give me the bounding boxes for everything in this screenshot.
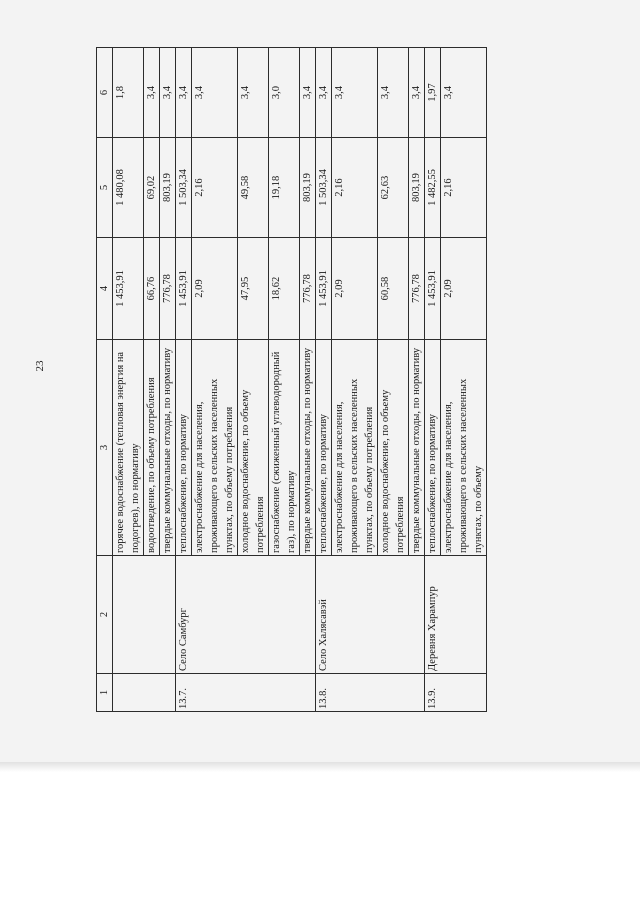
value-col-4: 1 453,91	[316, 238, 332, 340]
service-name: теплоснабжение, по нормативу	[425, 340, 441, 556]
value-col-6: 3,4	[316, 48, 332, 138]
service-name: горячее водоснабжение (тепловая энергия на подогрев), по нормативу	[113, 340, 144, 556]
tariff-table-rotated	[96, 48, 608, 712]
column-number: 4	[97, 238, 113, 340]
value-col-4: 776,78	[300, 238, 316, 340]
column-number: 5	[97, 138, 113, 238]
column-number: 6	[97, 48, 113, 138]
value-col-4: 2,09	[192, 238, 238, 340]
value-col-4: 1 453,91	[176, 238, 192, 340]
value-col-5: 803,19	[160, 138, 176, 238]
tariff-table	[96, 47, 487, 712]
service-name: теплоснабжение, по нормативу	[316, 340, 332, 556]
value-col-5: 19,18	[269, 138, 300, 238]
value-col-5: 2,16	[192, 138, 238, 238]
value-col-6: 3,4	[332, 48, 378, 138]
column-number: 3	[97, 340, 113, 556]
settlement-name	[113, 556, 176, 674]
value-col-6: 3,4	[300, 48, 316, 138]
service-name: холодное водоснабжение, по объему потребления	[238, 340, 269, 556]
value-col-4: 2,09	[441, 238, 487, 340]
value-col-6: 3,4	[176, 48, 192, 138]
table-row	[316, 48, 332, 712]
value-col-6: 3,4	[378, 48, 409, 138]
value-col-5: 69,02	[144, 138, 160, 238]
value-col-4: 1 453,91	[425, 238, 441, 340]
value-col-4: 47,95	[238, 238, 269, 340]
table-row	[113, 48, 144, 712]
settlement-name: Село Халясавэй	[316, 556, 425, 674]
settlement-number: 13.7.	[176, 674, 316, 712]
service-name: газоснабжение (сжиженный углеводородный газ), по нормативу	[269, 340, 300, 556]
scan-edge-shadow	[0, 762, 640, 772]
service-name: холодное водоснабжение, по объему потребления	[378, 340, 409, 556]
settlement-number: 13.8.	[316, 674, 425, 712]
value-col-5: 1 482,55	[425, 138, 441, 238]
value-col-5: 1 480,08	[113, 138, 144, 238]
value-col-4: 2,09	[332, 238, 378, 340]
value-col-4: 776,78	[160, 238, 176, 340]
value-col-4: 18,62	[269, 238, 300, 340]
table-row	[425, 48, 441, 712]
column-number-row	[97, 48, 113, 712]
value-col-6: 3,4	[409, 48, 425, 138]
value-col-4: 60,58	[378, 238, 409, 340]
value-col-5: 1 503,34	[316, 138, 332, 238]
value-col-5: 62,63	[378, 138, 409, 238]
value-col-6: 1,97	[425, 48, 441, 138]
value-col-5: 803,19	[409, 138, 425, 238]
settlement-name: Деревня Харампур	[425, 556, 487, 674]
value-col-5: 49,58	[238, 138, 269, 238]
settlement-number: 13.9.	[425, 674, 487, 712]
service-name: теплоснабжение, по нормативу	[176, 340, 192, 556]
value-col-6: 3,0	[269, 48, 300, 138]
service-name: твердые коммунальные отходы, по нормативу	[300, 340, 316, 556]
service-name: электроснабжение для населения, проживающего в сельских населенных пунктах, по объему	[441, 340, 487, 556]
value-col-5: 2,16	[441, 138, 487, 238]
table-row	[176, 48, 192, 712]
settlement-name: Село Самбург	[176, 556, 316, 674]
page-number: 23	[34, 360, 46, 372]
value-col-6: 3,4	[192, 48, 238, 138]
service-name: твердые коммунальные отходы, по нормативу	[160, 340, 176, 556]
service-name: водоотведение, по объему потребления	[144, 340, 160, 556]
service-name: электроснабжение для населения, проживающего в сельских населенных пунктах, по объему потребления	[192, 340, 238, 556]
value-col-4: 1 453,91	[113, 238, 144, 340]
settlement-number	[113, 674, 176, 712]
value-col-5: 803,19	[300, 138, 316, 238]
value-col-4: 776,78	[409, 238, 425, 340]
value-col-6: 1,8	[113, 48, 144, 138]
service-name: твердые коммунальные отходы, по нормативу	[409, 340, 425, 556]
column-number: 1	[97, 674, 113, 712]
column-number: 2	[97, 556, 113, 674]
value-col-5: 2,16	[332, 138, 378, 238]
value-col-6: 3,4	[441, 48, 487, 138]
tariff-table-body	[97, 48, 487, 712]
value-col-5: 1 503,34	[176, 138, 192, 238]
value-col-6: 3,4	[238, 48, 269, 138]
value-col-6: 3,4	[144, 48, 160, 138]
value-col-4: 66,76	[144, 238, 160, 340]
value-col-6: 3,4	[160, 48, 176, 138]
service-name: электроснабжение для населения, проживающего в сельских населенных пунктах, по объему потребления	[332, 340, 378, 556]
